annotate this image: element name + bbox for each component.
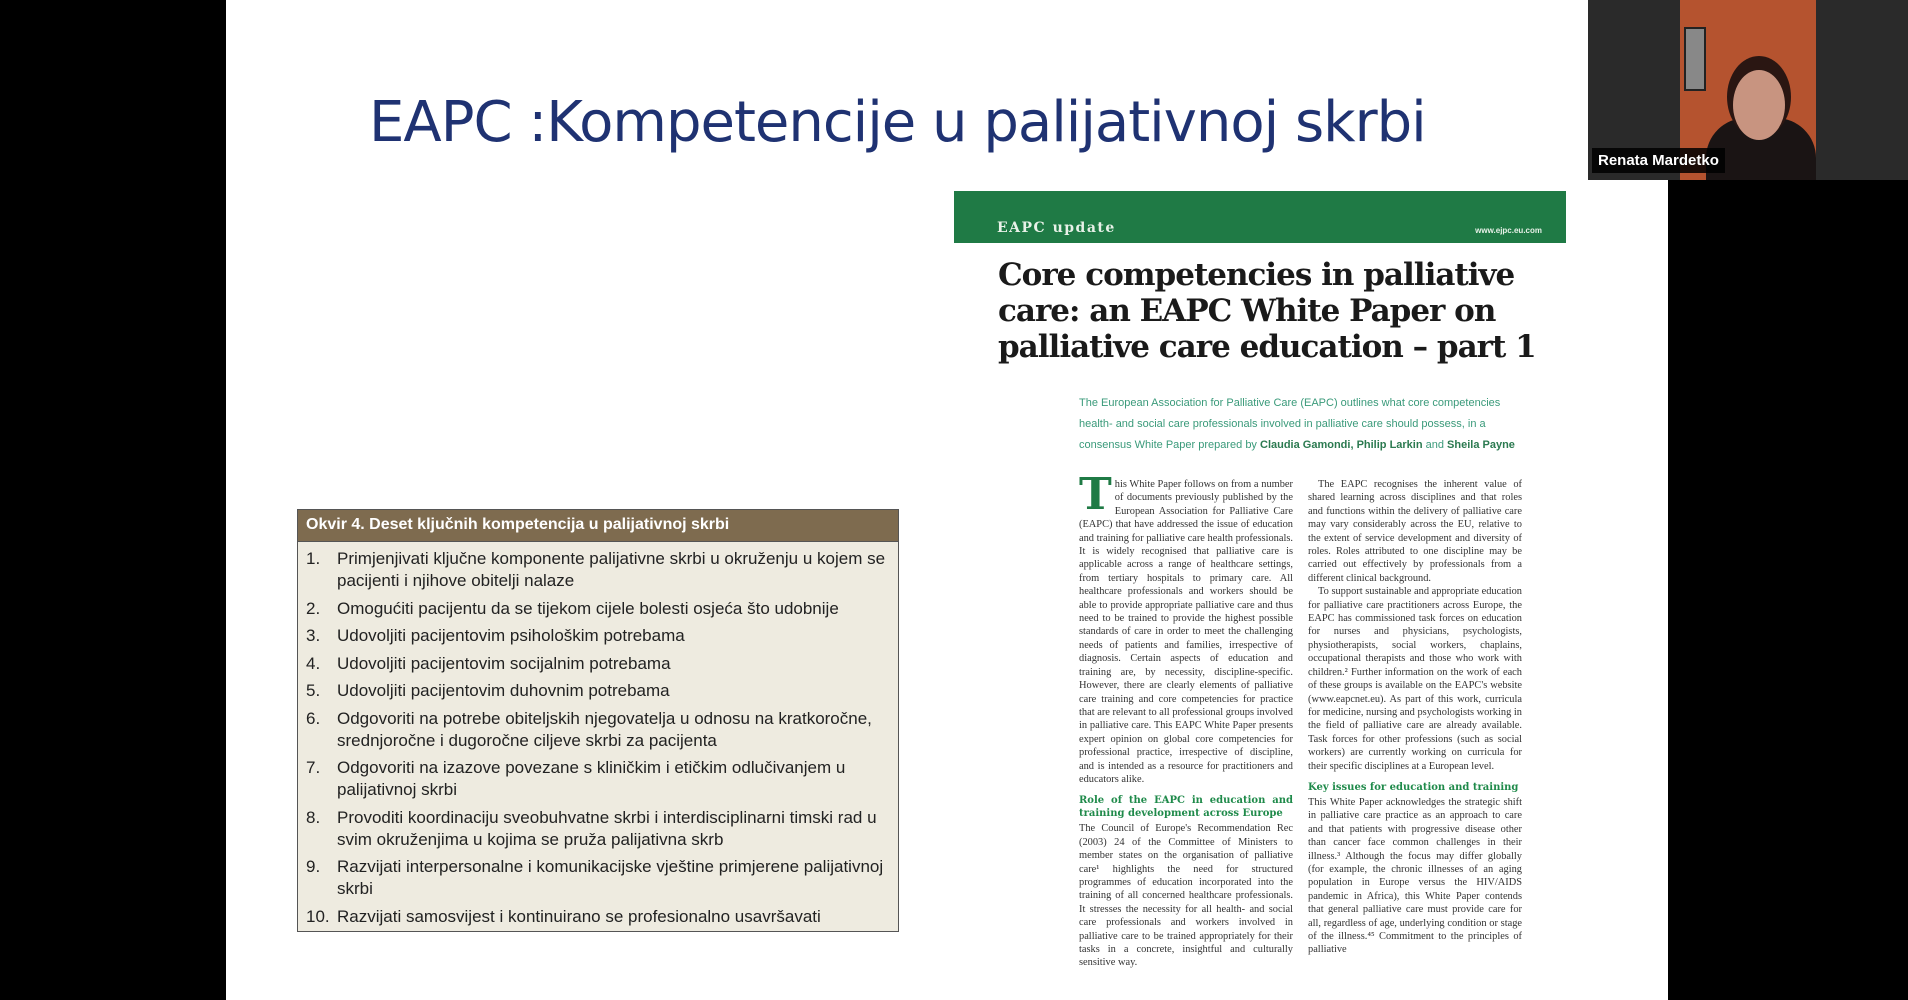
paper-excerpt [954, 191, 1566, 1000]
item-text: Razvijati interpersonalne i komunikacijske vještine primjerene palijativnoj skrbi [337, 857, 884, 898]
item-number: 1. [306, 549, 321, 568]
paper-header-band [954, 191, 1566, 243]
item-number: 9. [306, 857, 321, 876]
competency-item [306, 653, 890, 675]
item-text: Udovoljiti pacijentovim socijalnim potrebama [337, 653, 671, 673]
item-number: 8. [306, 807, 321, 827]
item-text: Primjenjivati ključne komponente palijativne skrbi u okruženju u kojem se pacijenti i njihove obitelji nalaze [337, 549, 886, 590]
band-url: www.ejpc.eu.com [1475, 226, 1542, 235]
item-text: Razvijati samosvijest i kontinuirano se profesionalno usavršavati [337, 906, 821, 926]
paragraph: To support sustainable and appropriate education for palliative care practitioners across Europe, the EAPC has commissioned task forces on education for nurses and physicians, psychologists, physiotherapists, social workers, chaplains, occupational therapists and those who work with children.² Further information on the work of each of these groups is available on the EAPC's website (www.eapcnet.eu). As part of this work, curricula for medicine, nursing and psychologists working in the field of palliative care are already available. Task forces for other professions (such as social workers) are currently working on curricula for their specific disciplines at a European level. [1308, 586, 1522, 772]
picture-frame [1684, 27, 1706, 91]
item-number: 10. [306, 906, 330, 926]
paragraph: The Council of Europe's Recommendation Rec (2003) 24 of the Committee of Ministers to member states on the organisation of palliative care¹ highlights the need for structured programmes of education incorporated into the training of all concerned healthcare professionals. It stresses the necessity for all health- and social care professionals and workers involved in palliative care to be trained appropriately for their tasks in a concrete, insightful and culturally sensitive way. [1079, 823, 1293, 969]
paper-title: Core competencies in palliative care: an EAPC White Paper on palliative care education – part 1 [998, 257, 1536, 365]
competency-item [306, 757, 890, 801]
competency-item [306, 598, 890, 620]
section-heading: Role of the EAPC in education and training development across Europe [1079, 795, 1293, 820]
item-number: 3. [306, 626, 321, 645]
competency-item [306, 856, 890, 900]
item-number: 6. [306, 708, 321, 728]
section-heading: Key issues for education and training [1308, 781, 1519, 793]
band-label: EAPC update [997, 220, 1116, 236]
authors: Claudia Gamondi, Philip Larkin [1260, 439, 1423, 451]
author: Sheila Payne [1447, 439, 1515, 451]
paragraph: This White Paper acknowledges the strategic shift in palliative care practice as an approach to care and that patients with progressive disease other than cancer face common challenges in their illness.³ Although the focus may differ globally (for example, the chronic illnesses of an aging population in Europe versus the HIV/AIDS pandemic in Africa), this White Paper contends that general palliative care must provide care for all, regardless of age, underlying condition or stage of the illness.⁴⁵ Commitment to the principles of palliative [1308, 796, 1522, 956]
item-text: Udovoljiti pacijentovim psihološkim potrebama [337, 626, 685, 645]
competencies-box [297, 509, 899, 932]
competency-item [306, 906, 890, 928]
paper-column-1 [1079, 469, 1293, 970]
item-number: 7. [306, 758, 321, 777]
item-text: Odgovoriti na izazove povezane s kliničkim i etičkim odlučivanjem u palijativnoj skrbi [337, 758, 846, 799]
paragraph [1079, 469, 1293, 786]
paragraph-text: his White Paper follows on from a number of documents previously published by the European Association for Palliative Care (EAPC) that have addressed the issue of education and training for palliative care health professionals. It is widely recognised that palliative care is applicable across a range of healthcare settings, from tertiary hospitals to primary care. All healthcare professionals and workers should be able to provide appropriate palliative care and thus need to be trained to provide the highest possible standards of care in order to meet the challenging needs of patients and families, irrespective of diagnosis. Certain aspects of education and training are, by necessity, discipline-specific. However, there are clearly elements of palliative care training and core competencies for practice that are relevant to all professional groups involved in palliative care. This EAPC White Paper presents expert opinion on global core competencies for professional practice, irrespective of discipline, and is intended as a resource for practitioners and educators alike. [1079, 479, 1293, 785]
competencies-list [298, 542, 898, 939]
box-header: Okvir 4. Deset ključnih kompetencija u palijativnoj skrbi [298, 510, 898, 542]
competency-item [306, 548, 890, 592]
competency-item [306, 680, 890, 702]
participant-name: Renata Mardetko [1592, 148, 1725, 173]
presentation-slide [226, 0, 1668, 1000]
item-number: 2. [306, 598, 321, 618]
item-text: Odgovoriti na potrebe obiteljskih njegovatelja u odnosu na kratkoročne, srednjoročne i dugoročne ciljeve skrbi za pacijenta [337, 708, 872, 750]
item-text: Provoditi koordinaciju sveobuhvatne skrbi i interdisciplinarni timski rad u svim okruženjima u kojima se pruža palijativna skrb [337, 807, 877, 849]
item-text: Udovoljiti pacijentovim duhovnim potrebama [337, 681, 670, 700]
paragraph: The EAPC recognises the inherent value of shared learning across disciplines and that roles and functions within the delivery of palliative care may vary considerably across the EU, relative to the extent of service development and diversity of roles. Roles attributed to one discipline may be carried out effectively by professionals from a different clinical background. [1308, 479, 1522, 584]
participant-video-tile[interactable] [1588, 0, 1908, 180]
competency-item [306, 807, 890, 851]
item-number: 5. [306, 681, 321, 700]
participant-face [1733, 70, 1785, 140]
item-number: 4. [306, 653, 321, 673]
slide-title: EAPC :Kompetencije u palijativnoj skrbi [369, 90, 1426, 155]
competency-item [306, 708, 890, 752]
competency-item [306, 625, 890, 647]
drop-cap: T [1079, 469, 1112, 520]
paper-intro [1079, 393, 1519, 456]
intro-text: The European Association for Palliative Care (EAPC) outlines what core competencies health- and social care professionals involved in palliative care should possess, in a consensus White Paper prepared by [1079, 397, 1501, 451]
item-text: Omogućiti pacijentu da se tijekom cijele bolesti osjeća što udobnije [337, 598, 839, 618]
and-text: and [1422, 439, 1448, 451]
paper-column-2 [1308, 478, 1522, 957]
